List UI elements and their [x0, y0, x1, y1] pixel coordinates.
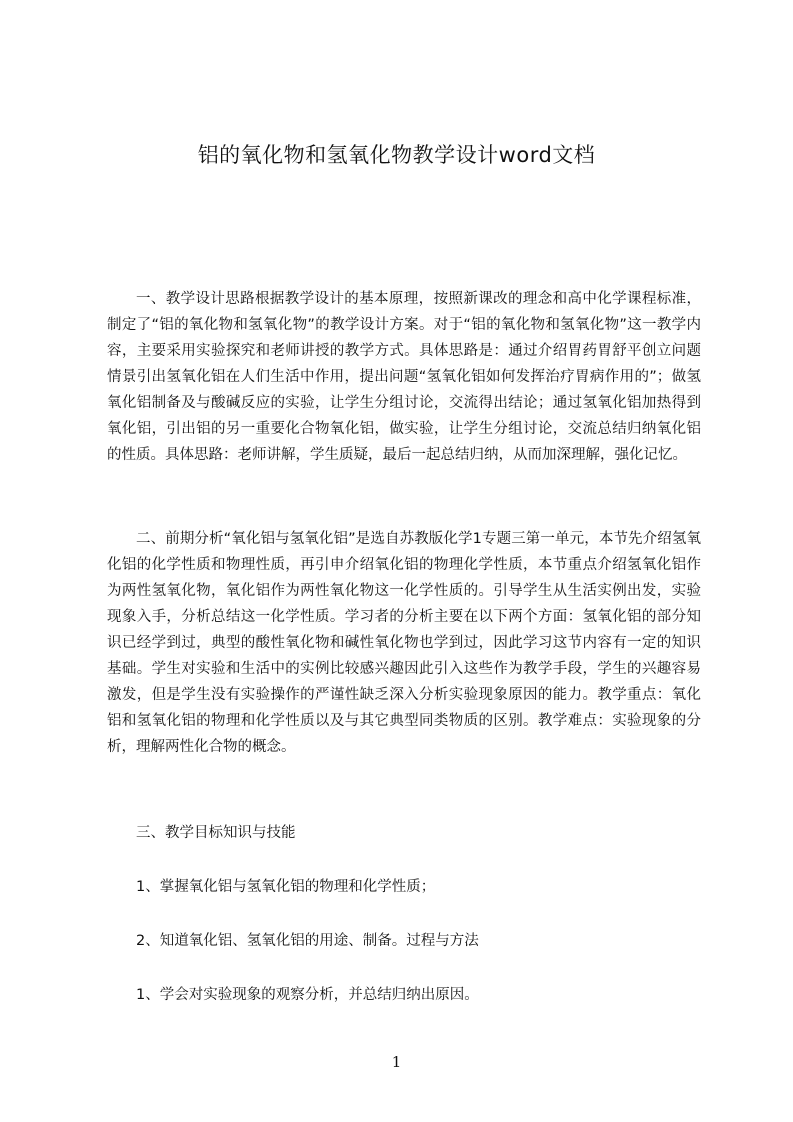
page-number: 1	[391, 1053, 402, 1071]
list-item: 1、掌握氧化铝与氢氧化铝的物理和化学性质；	[136, 879, 436, 895]
paragraph-text: 一、教学设计思路根据教学设计的基本原理，按照新课改的理念和高中化学课程标准，制定了“铝的氧化物和氢氧化物”的教学设计方案。对于“铝的氧化物和氢氧化物”这一教学内容，主要采用实验探究和老师讲授的教学方式。具体思路是：通过介绍胃药胃舒平创立问题情景引出氢氧化铝在人们生活中作用，提出问题“氢氧化铝如何发挥治疗胃病作用的”；做氢氧化铝制备及与酸碱反应的实验，让学生分组讨论，交流得出结论；通过氢氧化铝加热得到氧化铝，引出铝的另一重要化合物氧化铝，做实验，让学生分组讨论，交流总结归纳氧化铝的性质。具体思路：老师讲解，学生质疑，最后一起总结归纳，从而加深理解，强化记忆。	[107, 291, 701, 463]
document-title: 铝的氧化物和氢氧化物教学设计word文档	[197, 143, 596, 167]
list-item: 1、学会对实验现象的观察分析，并总结归纳出原因。	[136, 987, 479, 1003]
paragraph-teaching-design-idea	[107, 286, 701, 468]
paragraph-text: 二、前期分析“氧化铝与氢氧化铝”是选自苏教版化学1专题三第一单元，本节先介绍氢氧化铝的化学性质和物理性质，再引申介绍氧化铝的物理化学性质，本节重点介绍氢氧化铝作为两性氢氧化物，氧化铝作为两性氧化物这一化学性质的。引导学生从生活实例出发，实验现象入手，分析总结这一化学性质。学习者的分析主要在以下两个方面：氢氧化铝的部分知识已经学到过，典型的酸性氧化物和碱性氧化物也学到过，因此学习这节内容有一定的知识基础。学生对实验和生活中的实例比较感兴趣因此引入这些作为教学手段，学生的兴趣容易激发，但是学生没有实验操作的严谨性缺乏深入分析实验现象原因的能力。教学重点：氧化铝和氢氧化铝的物理和化学性质以及与其它典型同类物质的区别。教学难点：实验现象的分析，理解两性化合物的概念。	[107, 531, 701, 755]
section-heading-teaching-goals: 三、教学目标知识与技能	[136, 825, 296, 841]
paragraph-preliminary-analysis	[107, 526, 701, 760]
list-item: 2、知道氧化铝、氢氧化铝的用途、制备。过程与方法	[136, 933, 479, 949]
